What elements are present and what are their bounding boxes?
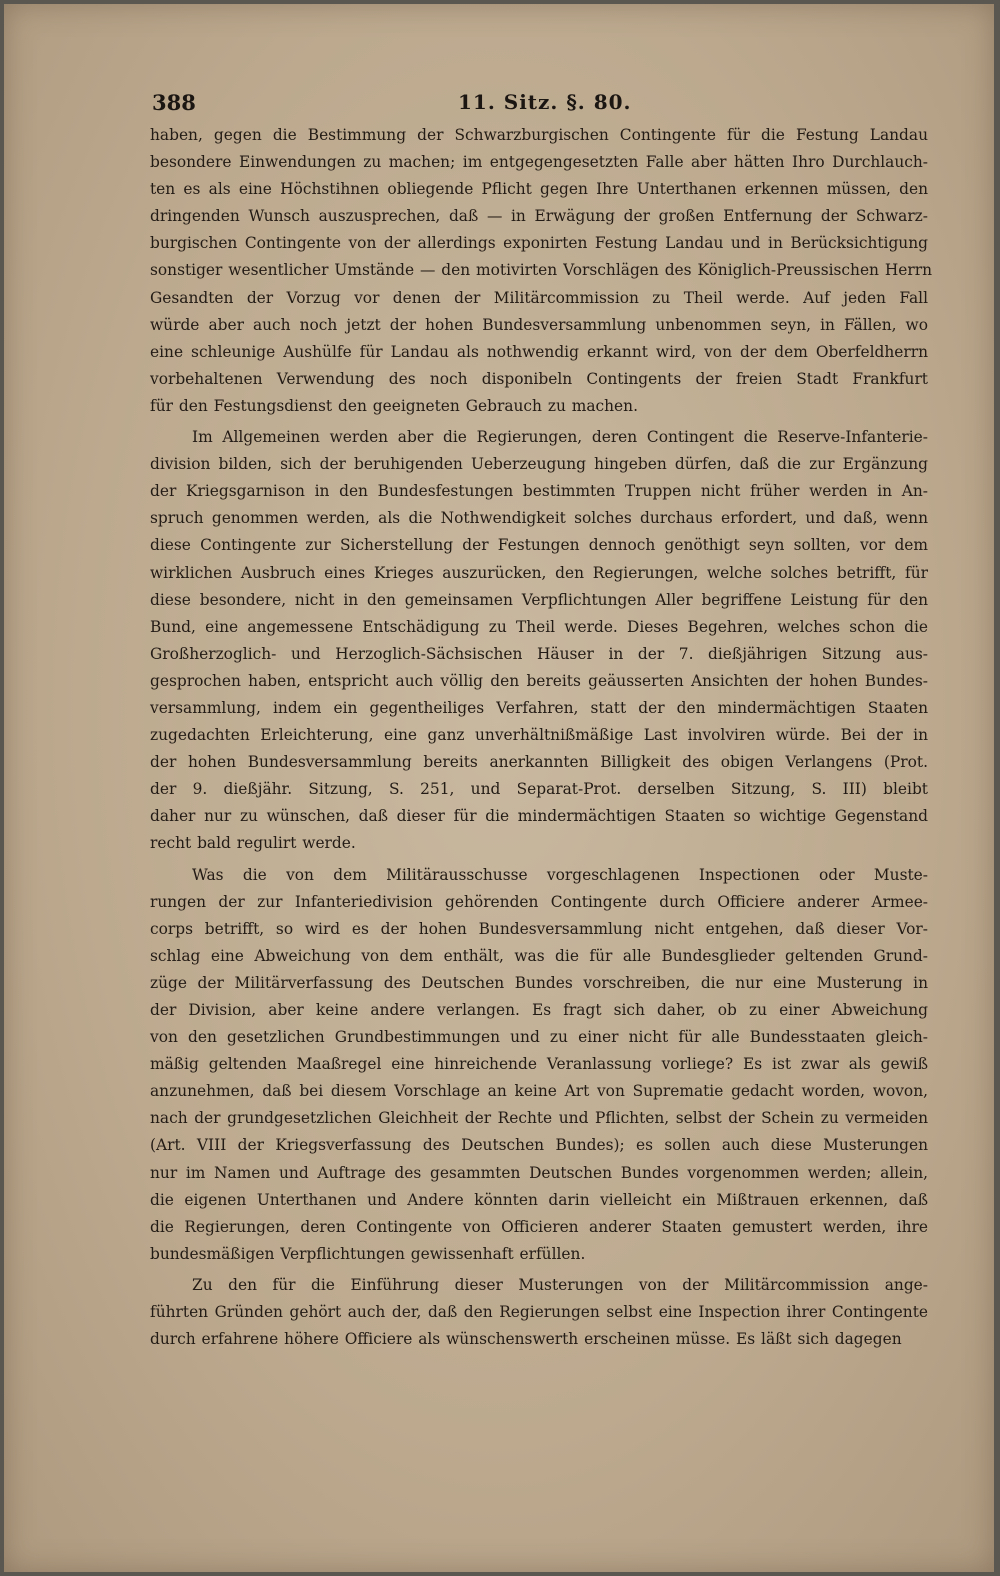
- text-line: recht bald regulirt werde.: [150, 834, 356, 853]
- text-line: Großherzoglich- und Herzoglich-Sächsischen Häuser in der 7. dießjährigen Sitzung aus-: [150, 644, 928, 663]
- text-line: würde aber auch noch jetzt der hohen Bundesversammlung unbenommen seyn, in Fällen, wo: [150, 315, 928, 334]
- text-line: durch erfahrene höhere Officiere als wünschenswerth erscheinen müsse. Es läßt sich dagegen: [150, 1330, 902, 1349]
- running-head: 11. Sitz. §. 80.: [458, 90, 632, 114]
- text-line: der Division, aber keine andere verlangen. Es fragt sich daher, ob zu einer Abweichung: [150, 1001, 928, 1019]
- text-line: mäßig geltenden Maaßregel eine hinreichende Veranlassung vorliege? Es ist zwar als gewiß: [150, 1055, 928, 1074]
- paragraph-4: [150, 1272, 928, 1353]
- text-line: vorbehaltenen Verwendung des noch disponibeln Contingents der freien Stadt Frankfurt: [150, 369, 928, 388]
- text-line: Was die von dem Militärausschusse vorgeschlagenen Inspectionen oder Muste-: [192, 865, 928, 884]
- paragraph-3: [150, 862, 928, 1268]
- text-line: schlag eine Abweichung von dem enthält, was die für alle Bundesglieder geltenden Grund-: [150, 946, 928, 965]
- text-line: der 9. dießjähr. Sitzung, S. 251, und Separat-Prot. derselben Sitzung, S. III) bleibt: [150, 780, 928, 799]
- text-line: division bilden, sich der beruhigenden Ueberzeugung hingeben dürfen, daß die zur Ergänzung: [150, 455, 928, 474]
- text-line: Im Allgemeinen werden aber die Regierungen, deren Contingent die Reserve-Infanterie-: [192, 428, 928, 447]
- text-line: Gesandten der Vorzug vor denen der Militärcommission zu Theil werde. Auf jeden Fall: [150, 288, 928, 307]
- text-line: der Kriegsgarnison in den Bundesfestungen bestimmten Truppen nicht früher werden in An-: [150, 482, 928, 501]
- text-line: züge der Militärverfassung des Deutschen Bundes vorschreiben, die nur eine Musterung in: [150, 973, 928, 992]
- text-line: die eigenen Unterthanen und Andere könnten darin vielleicht ein Mißtrauen erkennen, daß: [150, 1190, 928, 1209]
- text-line: dringenden Wunsch auszusprechen, daß — in Erwägung der großen Entfernung der Schwarz-: [150, 207, 928, 226]
- text-line: haben, gegen die Bestimmung der Schwarzburgischen Contingente für die Festung Landau: [150, 126, 928, 144]
- page-number: 388: [152, 90, 196, 115]
- text-line: für den Festungsdienst den geeigneten Gebrauch zu machen.: [150, 396, 638, 415]
- body-text: [150, 122, 933, 1353]
- text-line: die Regierungen, deren Contingente von Officieren anderer Staaten gemustert werden, ihre: [150, 1217, 928, 1236]
- text-line: anzunehmen, daß bei diesem Vorschlage an keine Art von Suprematie gedacht worden, wovon,: [150, 1082, 928, 1101]
- text-line: diese Contingente zur Sicherstellung der Festungen dennoch genöthigt seyn sollten, vor dem: [150, 536, 928, 555]
- text-line: ten es als eine Höchstihnen obliegende Pflicht gegen Ihre Unterthanen erkennen müssen, den: [150, 180, 928, 199]
- text-line: burgischen Contingente von der allerdings exponirten Festung Landau und in Berücksichtigung: [150, 234, 928, 253]
- text-line: Bund, eine angemessene Entschädigung zu Theil werde. Dieses Begehren, welches schon die: [150, 617, 928, 636]
- text-line: führten Gründen gehört auch der, daß den Regierungen selbst eine Inspection ihrer Contingente: [150, 1303, 928, 1322]
- paragraph-2: [150, 424, 928, 858]
- text-line: spruch genommen werden, als die Nothwendigkeit solches durchaus erfordert, und daß, wenn: [150, 509, 928, 528]
- text-line: daher nur zu wünschen, daß dieser für die mindermächtigen Staaten so wichtige Gegenstand: [150, 807, 928, 826]
- text-line: besondere Einwendungen zu machen; im entgegengesetzten Falle aber hätten Ihro Durchlauch-: [150, 153, 928, 172]
- text-line: sonstiger wesentlicher Umstände — den motivirten Vorschlägen des Königlich-Preussischen Herrn: [150, 261, 933, 280]
- text-line: nur im Namen und Auftrage des gesammten Deutschen Bundes vorgenommen werden; allein,: [150, 1163, 928, 1182]
- text-line: Zu den für die Einführung dieser Musterungen von der Militärcommission ange-: [192, 1275, 928, 1294]
- text-line: von den gesetzlichen Grundbestimmungen und zu einer nicht für alle Bundesstaaten gleich-: [150, 1028, 928, 1047]
- text-line: eine schleunige Aushülfe für Landau als nothwendig erkannt wird, von der dem Oberfeldherrn: [150, 342, 928, 361]
- text-line: corps betrifft, so wird es der hohen Bundesversammlung nicht entgehen, daß dieser Vor-: [150, 919, 928, 938]
- text-line: wirklichen Ausbruch eines Krieges auszurücken, den Regierungen, welche solches betrifft, für: [150, 563, 928, 582]
- text-line: nach der grundgesetzlichen Gleichheit der Rechte und Pflichten, selbst der Schein zu vermeiden: [150, 1109, 928, 1128]
- text-line: zugedachten Erleichterung, eine ganz unverhältnißmäßige Last involviren würde. Bei der in: [150, 726, 928, 745]
- text-line: versammlung, indem ein gegentheiliges Verfahren, statt der den mindermächtigen Staaten: [150, 698, 928, 717]
- paragraph-1: [150, 122, 933, 420]
- text-line: (Art. VIII der Kriegsverfassung des Deutschen Bundes); es sollen auch diese Musterungen: [150, 1136, 928, 1155]
- text-line: rungen der zur Infanteriedivision gehörenden Contingente durch Officiere anderer Armee-: [150, 892, 928, 911]
- text-line: bundesmäßigen Verpflichtungen gewissenhaft erfüllen.: [150, 1244, 586, 1263]
- page-header: [152, 90, 928, 120]
- scanned-page: [4, 4, 994, 1572]
- text-line: der hohen Bundesversammlung bereits anerkannten Billigkeit des obigen Verlangens (Prot.: [150, 753, 928, 772]
- text-line: diese besondere, nicht in den gemeinsamen Verpflichtungen Aller begriffene Leistung für den: [150, 590, 928, 609]
- text-line: gesprochen haben, entspricht auch völlig den bereits geäusserten Ansichten der hohen Bundes-: [150, 671, 928, 690]
